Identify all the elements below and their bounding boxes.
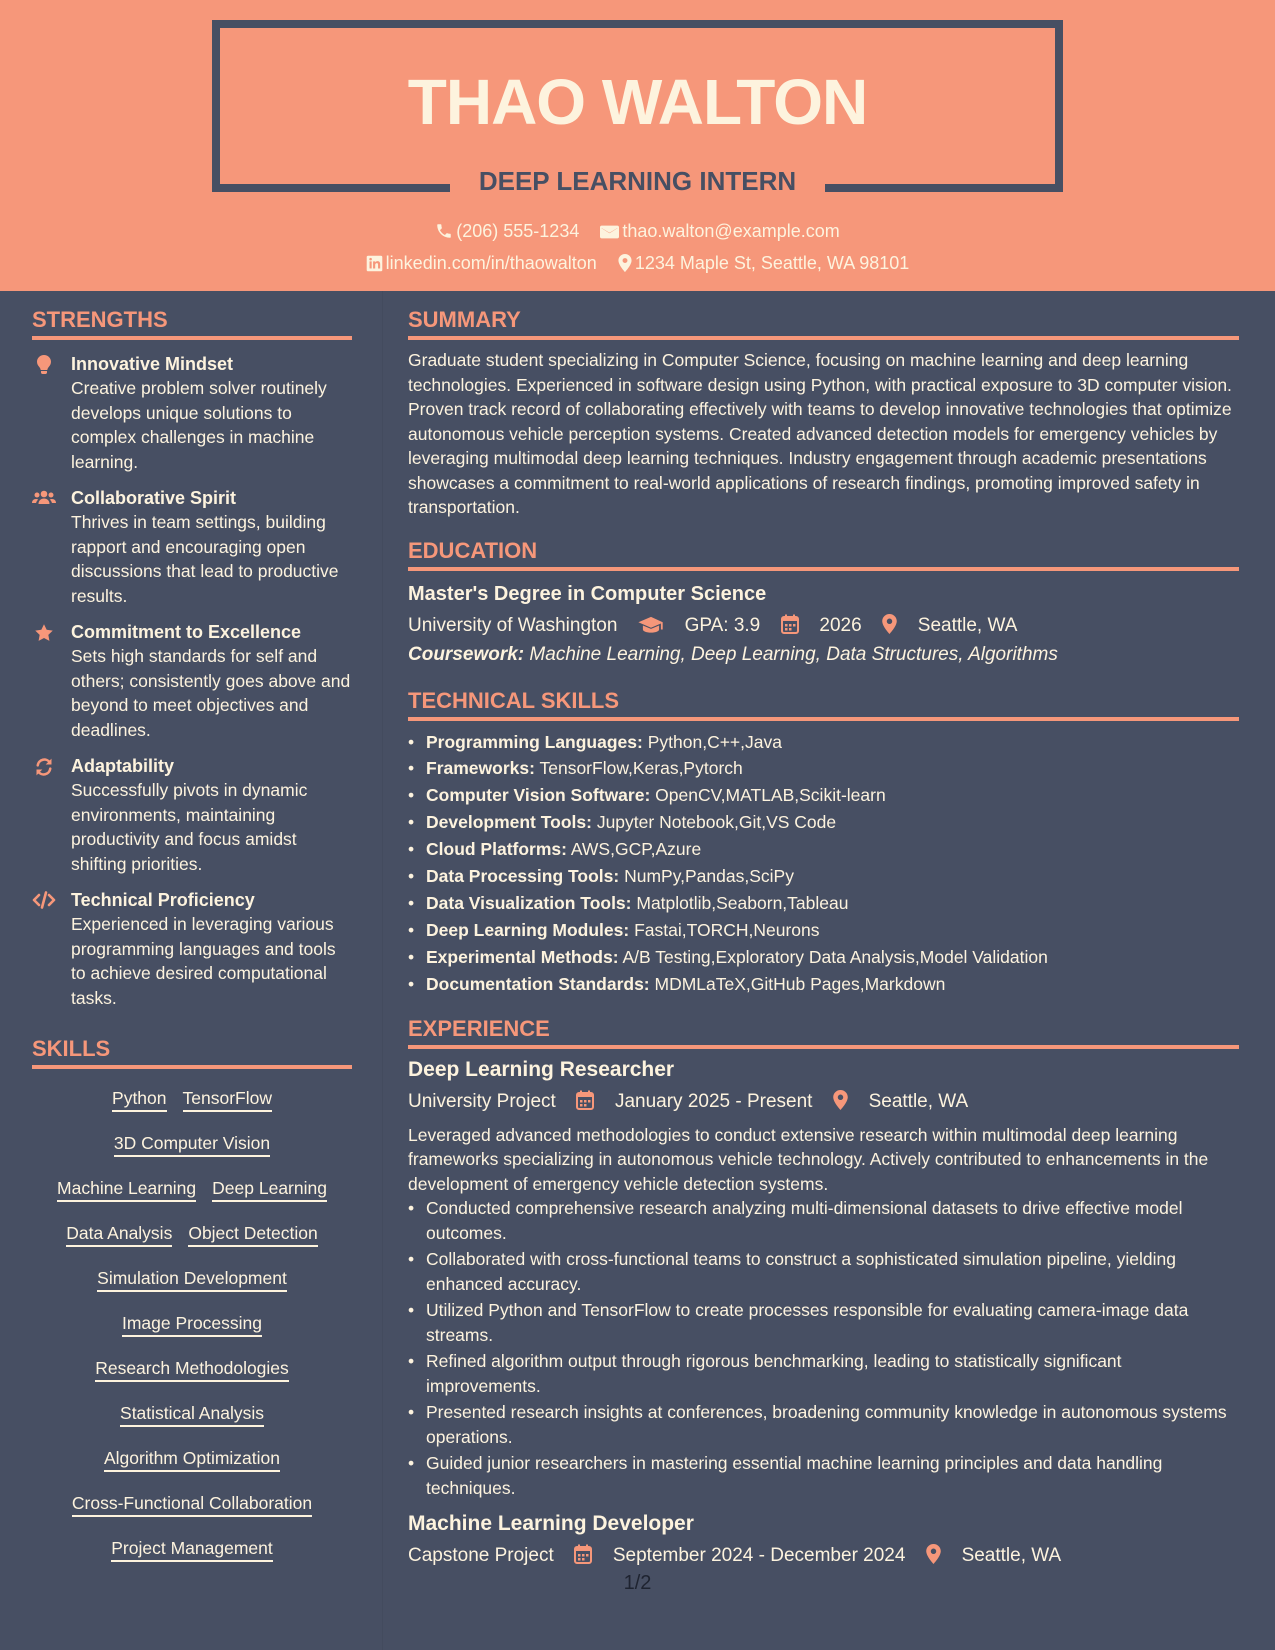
skill-tag: Project Management (111, 1537, 272, 1562)
tech-skill-label: Frameworks: (426, 758, 535, 779)
linkedin-icon (366, 255, 383, 272)
skill-row (32, 1437, 352, 1482)
map-pin-icon (618, 254, 632, 272)
gpa-value: GPA: 3.9 (684, 614, 761, 636)
phone-contact[interactable] (435, 221, 579, 242)
job-title: Deep Learning Researcher (408, 1057, 675, 1081)
list-item: • Refined algorithm output through rigorous benchmarking, leading to statistically significant improvements. (408, 1349, 1239, 1398)
code-icon (32, 891, 56, 911)
job-description: Leveraged advanced methodologies to conduct extensive research within multimodal deep learning frameworks specializing in autonomous vehicle technology. Actively contributed to enhancements in the development of emergency vehicle detection systems. (408, 1124, 1209, 1194)
map-pin-icon (926, 1544, 941, 1564)
left-column (32, 291, 352, 1572)
strength-title: Adaptability (71, 756, 175, 776)
users-icon (32, 489, 56, 509)
skill-row (32, 1257, 352, 1302)
coursework-list: Machine Learning, Deep Learning, Data Structures, Algorithms (529, 643, 1058, 665)
list-item (408, 755, 1239, 782)
skill-tag: Deep Learning (212, 1177, 327, 1202)
skill-tag: Statistical Analysis (120, 1402, 264, 1427)
list-item (408, 782, 1239, 809)
contact-row-1 (0, 221, 1275, 242)
list-item: • Guided junior researchers in mastering essential machine learning principles and data handling techniques. (408, 1451, 1239, 1500)
list-item (408, 917, 1239, 944)
strength-title: Innovative Mindset (71, 354, 234, 374)
tech-skill-label: Computer Vision Software: (426, 785, 651, 806)
map-pin-icon (882, 614, 897, 634)
tech-skill-value: A/B Testing,Exploratory Data Analysis,Model Validation (622, 946, 1048, 967)
calendar-icon (781, 614, 799, 634)
job-location: Seattle, WA (868, 1090, 969, 1112)
coursework (408, 644, 1239, 666)
strength-desc: Creative problem solver routinely develops unique solutions to complex challenges in machine learning. (71, 378, 327, 472)
graduation-cap-icon (638, 616, 664, 634)
strength-desc: Sets high standards for self and others; consistently goes above and beyond to meet objectives and deadlines. (71, 646, 351, 740)
strength-desc: Experienced in leveraging various programming languages and tools to achieve desired computational tasks. (71, 914, 336, 1008)
candidate-name: THAO WALTON (407, 66, 868, 138)
skills-heading: SKILLS (32, 1036, 352, 1069)
tech-skill-label: Documentation Standards: (426, 973, 650, 994)
education-heading: EDUCATION (408, 538, 1239, 571)
strength-item (32, 620, 352, 742)
technical-skills-heading: TECHNICAL SKILLS (408, 688, 1239, 721)
list-item (408, 809, 1239, 836)
tech-skill-label: Data Processing Tools: (426, 866, 620, 887)
skill-row (32, 1122, 352, 1167)
list-item (408, 971, 1239, 998)
skill-row (32, 1302, 352, 1347)
skill-tag: Research Methodologies (95, 1357, 289, 1382)
job-bullets (408, 1196, 1239, 1500)
skill-tag: Simulation Development (97, 1267, 287, 1292)
tech-skill-label: Data Visualization Tools: (426, 892, 632, 913)
strength-item (32, 486, 352, 608)
job-org: University Project (408, 1090, 556, 1112)
skill-tag: Image Processing (122, 1312, 262, 1337)
list-item: • Presented research insights at conferences, broadening community knowledge in autonomous systems operations. (408, 1400, 1239, 1449)
phone-text: (206) 555-1234 (456, 221, 580, 241)
skill-tag: Data Analysis (66, 1222, 172, 1247)
tech-skill-value: Fastai,TORCH,Neurons (634, 919, 820, 940)
calendar-icon (574, 1544, 592, 1564)
education-meta (408, 614, 1239, 637)
phone-icon (435, 222, 453, 240)
tech-skill-value: Python,C++,Java (647, 731, 782, 752)
address-text: 1234 Maple St, Seattle, WA 98101 (634, 253, 910, 273)
skill-tag: Cross-Functional Collaboration (72, 1492, 312, 1517)
school-location: Seattle, WA (917, 614, 1018, 636)
technical-skills-list (408, 729, 1239, 998)
linkedin-contact[interactable] (366, 253, 597, 274)
page-number: 1/2 (623, 1572, 652, 1594)
tech-skill-label: Experimental Methods: (426, 946, 619, 967)
job-meta (408, 1544, 1239, 1567)
skill-tag: Python (112, 1087, 166, 1112)
summary-text: Graduate student specializing in Computer Science, focusing on machine learning and deep learning technologies. Experienced in software design using Python, with practical exposure to 3D computer vision. Proven track record of collaborating effectively with teams to develop innovative technologies that optimize autonomous vehicle perception systems. Created advanced detection models for emergency vehicles by leveraging multimodal deep learning techniques. Industry engagement through academic presentations showcases a commitment to real-world applications of research findings, promoting improved safety in transportation. (408, 350, 1232, 517)
strength-item (32, 352, 352, 474)
skill-row (32, 1077, 352, 1122)
email-contact[interactable] (600, 221, 839, 242)
job-dates: January 2025 - Present (614, 1090, 813, 1112)
list-item (408, 944, 1239, 971)
job-location: Seattle, WA (961, 1545, 1062, 1567)
skill-row (32, 1482, 352, 1527)
summary-heading: SUMMARY (408, 307, 1239, 340)
job-title: Machine Learning Developer (408, 1512, 694, 1536)
strength-item (32, 888, 352, 1010)
skill-row (32, 1347, 352, 1392)
skill-tag: Algorithm Optimization (104, 1447, 280, 1472)
list-item (408, 863, 1239, 890)
skill-tag: TensorFlow (183, 1087, 272, 1112)
skill-row (32, 1392, 352, 1437)
tech-skill-label: Programming Languages: (426, 731, 643, 752)
list-item: • Conducted comprehensive research analyzing multi-dimensional datasets to drive effective model outcomes. (408, 1196, 1239, 1245)
school-name: University of Washington (408, 614, 618, 636)
skill-tag: Object Detection (188, 1222, 317, 1247)
tech-skill-label: Deep Learning Modules: (426, 919, 630, 940)
strength-item (32, 754, 352, 876)
right-column (408, 291, 1239, 1567)
linkedin-text: linkedin.com/in/thaowalton (385, 253, 597, 273)
strength-title: Technical Proficiency (71, 890, 255, 910)
list-item (408, 890, 1239, 917)
job-meta (408, 1090, 1239, 1113)
column-divider (382, 291, 383, 1650)
degree-title: Master's Degree in Computer Science (408, 582, 767, 605)
strength-title: Commitment to Excellence (71, 622, 302, 642)
job-title: DEEP LEARNING INTERN (478, 166, 797, 196)
star-icon (32, 623, 56, 643)
strength-title: Collaborative Spirit (71, 488, 237, 508)
tech-skill-label: Cloud Platforms: (426, 839, 567, 860)
lightbulb-icon (32, 355, 56, 375)
calendar-icon (576, 1090, 594, 1110)
list-item (408, 729, 1239, 756)
tech-skill-label: Development Tools: (426, 812, 592, 833)
skill-row (32, 1527, 352, 1572)
tech-skill-value: AWS,GCP,Azure (570, 839, 702, 860)
contact-row-2 (0, 253, 1275, 274)
tech-skill-value: MDMLaTeX,GitHub Pages,Markdown (654, 973, 946, 994)
address-contact (618, 253, 910, 274)
tech-skill-value: NumPy,Pandas,SciPy (624, 866, 794, 887)
sync-icon (32, 757, 56, 777)
skill-tag: Machine Learning (57, 1177, 196, 1202)
email-text: thao.walton@example.com (622, 221, 840, 241)
skill-row (32, 1212, 352, 1257)
list-item (408, 836, 1239, 863)
experience-heading: EXPERIENCE (408, 1016, 1239, 1049)
tech-skill-value: OpenCV,MATLAB,Scikit-learn (655, 785, 886, 806)
header (0, 0, 1275, 291)
job-org: Capstone Project (408, 1545, 554, 1567)
job-dates: September 2024 - December 2024 (612, 1545, 906, 1567)
strength-desc: Successfully pivots in dynamic environments, maintaining productivity and focus amidst shifting priorities. (71, 780, 308, 874)
tech-skill-value: TensorFlow,Keras,Pytorch (539, 758, 743, 779)
envelope-icon (600, 224, 619, 240)
tech-skill-value: Jupyter Notebook,Git,VS Code (596, 812, 837, 833)
skills-list (32, 1077, 352, 1572)
graduation-year: 2026 (819, 614, 862, 636)
coursework-label: Coursework: (408, 643, 525, 665)
skill-tag: 3D Computer Vision (114, 1132, 270, 1157)
map-pin-icon (833, 1090, 848, 1110)
list-item: • Utilized Python and TensorFlow to create processes responsible for evaluating camera-image data streams. (408, 1298, 1239, 1347)
strength-desc: Thrives in team settings, building rapport and encouraging open discussions that lead to productive results. (71, 512, 339, 606)
tech-skill-value: Matplotlib,Seaborn,Tableau (636, 892, 849, 913)
skill-row (32, 1167, 352, 1212)
list-item: • Collaborated with cross-functional teams to construct a sophisticated simulation pipeline, yielding enhanced accuracy. (408, 1247, 1239, 1296)
strengths-heading: STRENGTHS (32, 307, 352, 340)
